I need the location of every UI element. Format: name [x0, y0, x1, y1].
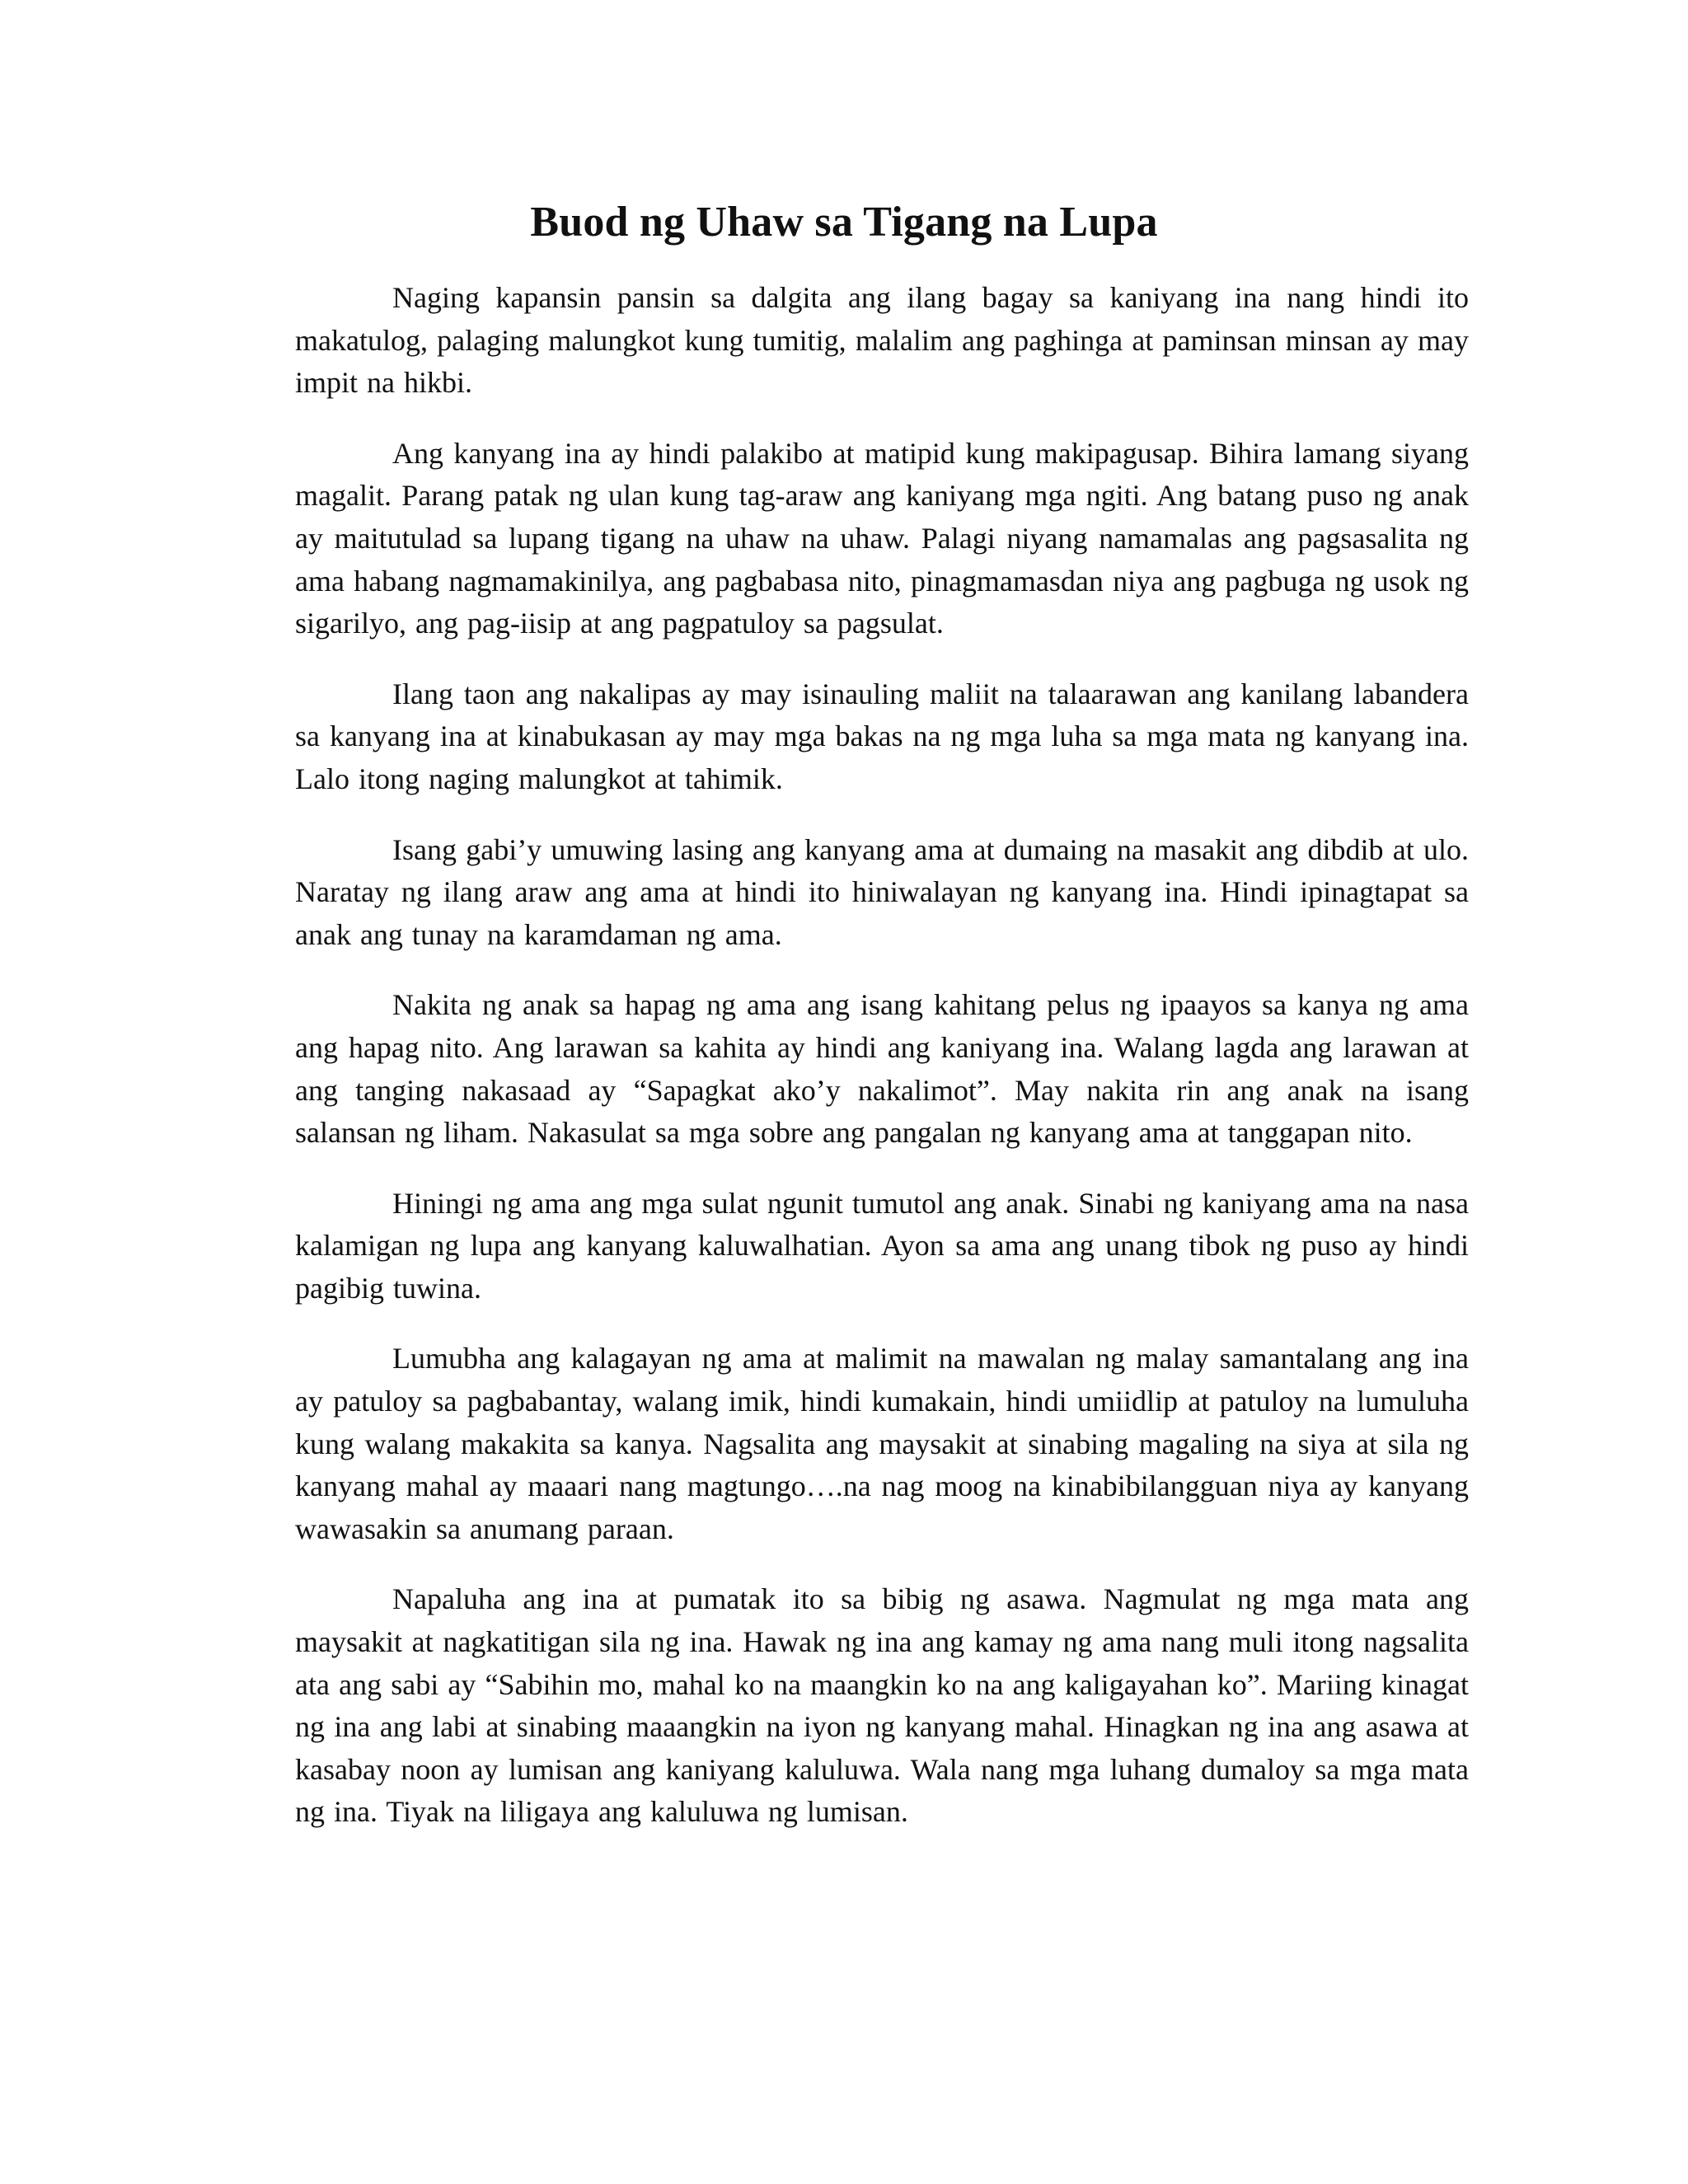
paragraph-7: Lumubha ang kalagayan ng ama at malimit na mawalan ng malay samantalang ang ina ay patuloy sa pagbabantay, walang imik, hindi kumakain, hindi umiidlip at patuloy na lumuluha kung walang makakita sa kanya. Nagsalita ang maysakit at sinabing magaling na siya at sila ng kanyang mahal ay maaari nang magtungo….na nag moog na kinabibilangguan niya ay kanyang wawasakin sa anumang paraan. [295, 1342, 1469, 1545]
paragraph-6: Hiningi ng ama ang mga sulat ngunit tumutol ang anak. Sinabi ng kaniyang ama na nasa kalamigan ng lupa ang kanyang kaluwalhatian. Ayon sa ama ang unang tibok ng puso ay hindi pagibig tuwina. [295, 1186, 1469, 1305]
paragraph-2: Ang kanyang ina ay hindi palakibo at matipid kung makipagusap. Bihira lamang siyang magalit. Parang patak ng ulan kung tag-araw ang kaniyang mga ngiti. Ang batang puso ng anak ay maitutulad sa lupang tigang na uhaw na uhaw. Palagi niyang namamalas ang pagsasalita ng ama habang nagmamakinilya, ang pagbabasa nito, pinagmamasdan niya ang pagbuga ng usok ng sigarilyo, ang pag-iisip at ang pagpatuloy sa pagsulat. [295, 436, 1469, 640]
paragraph-3: Ilang taon ang nakalipas ay may isinauling maliit na talaarawan ang kanilang labandera sa kanyang ina at kinabukasan ay may mga bakas na ng mga luha sa mga mata ng kanyang ina. Lalo itong naging malungkot at tahimik. [295, 677, 1469, 795]
document-body [295, 277, 1469, 1862]
paragraph-1: Naging kapansin pansin sa dalgita ang ilang bagay sa kaniyang ina nang hindi ito makatulog, palaging malungkot kung tumitig, malalim ang paghinga at paminsan minsan ay may impit na hikbi. [295, 281, 1469, 400]
paragraph-8: Napaluha ang ina at pumatak ito sa bibig ng asawa. Nagmulat ng mga mata ang maysakit at nagkatitigan sila ng ina. Hawak ng ina ang kamay ng ama nang muli itong nagsalita ata ang sabi ay “Sabihin mo, mahal ko na maangkin ko na ang kaligayahan ko”. Mariing kinagat ng ina ang labi at sinabing maaangkin na iyon ng kanyang mahal. Hinagkan ng ina ang asawa at kasabay noon ay lumisan ang kaniyang kaluluwa. Wala nang mga luhang dumaloy sa mga mata ng ina. Tiyak na liligaya ang kaluluwa ng lumisan. [295, 1582, 1469, 1829]
paragraph-5: Nakita ng anak sa hapag ng ama ang isang kahitang pelus ng ipaayos sa kanya ng ama ang hapag nito. Ang larawan sa kahita ay hindi ang kaniyang ina. Walang lagda ang larawan at ang tanging nakasaad ay “Sapagkat ako’y nakalimot”. May nakita rin ang anak na isang salansan ng liham. Nakasulat sa mga sobre ang pangalan ng kanyang ama at tanggapan nito. [295, 988, 1469, 1150]
paragraph-4: Isang gabi’y umuwing lasing ang kanyang ama at dumaing na masakit ang dibdib at ulo. Naratay ng ilang araw ang ama at hindi ito hiniwalayan ng kanyang ina. Hindi ipinagtapat sa anak ang tunay na karamdaman ng ama. [295, 832, 1469, 951]
page-title: Buod ng Uhaw sa Tigang na Lupa [530, 199, 1158, 246]
